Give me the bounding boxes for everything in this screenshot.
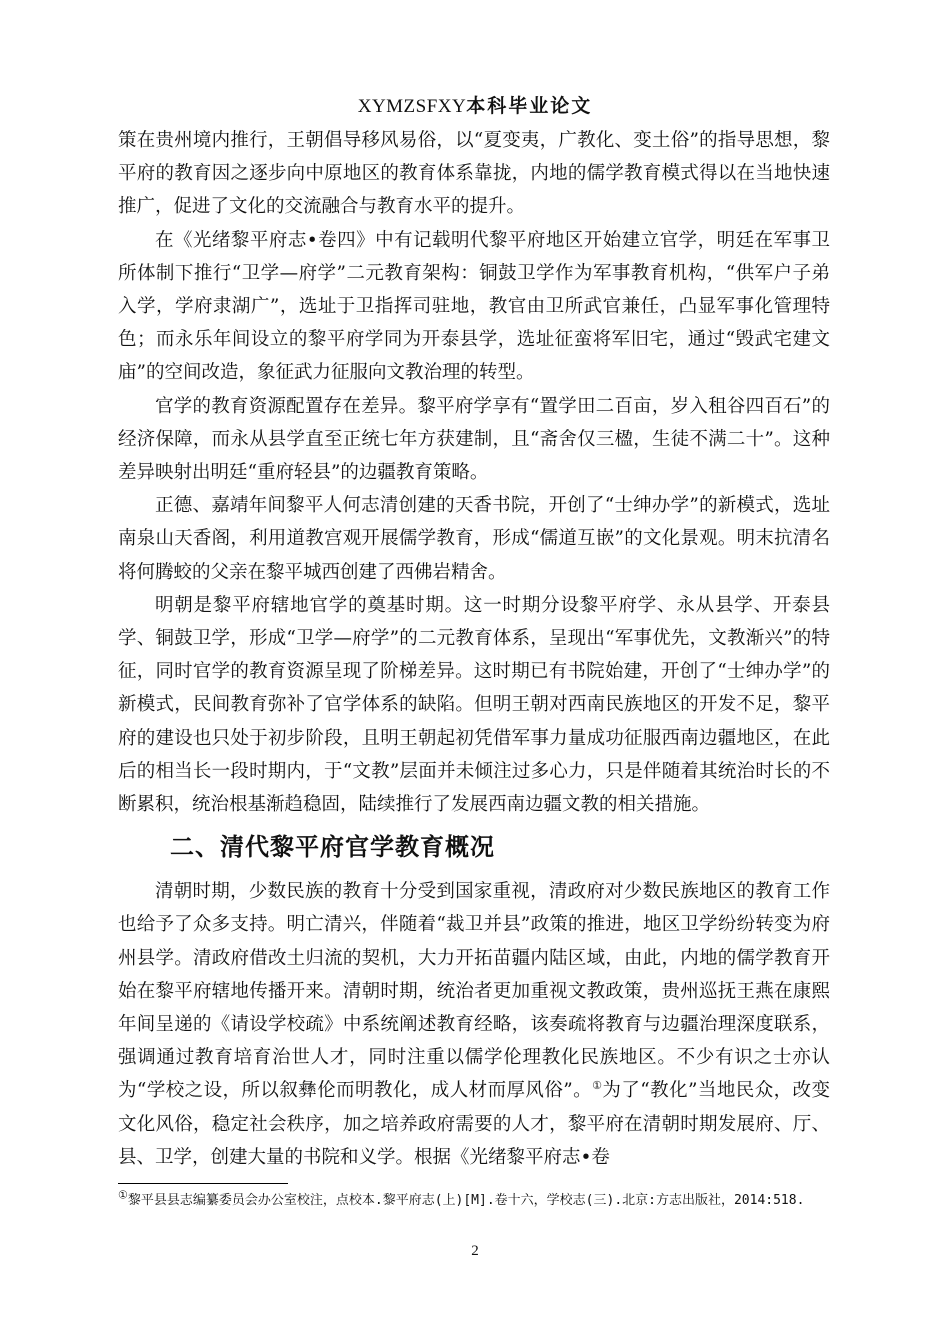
body-text (118, 124, 830, 1174)
page-number: 2 (471, 1243, 479, 1259)
paragraph: 在《光绪黎平府志•卷四》中有记载明代黎平府地区开始建立官学，明廷在军事卫所体制下推行“卫学—府学”二元教育架构：铜鼓卫学作为军事教育机构，“供军户子弟入学，学府隶湖广”，选址于卫指挥司驻地，教官由卫所武官兼任，凸显军事化管理特色；而永乐年间设立的黎平府学同为开泰县学，选址征蛮将军旧宅，通过“毁武宅建文庙”的空间改造，象征武力征服向文教治理的转型。 (118, 229, 830, 384)
paragraph: 策在贵州境内推行，王朝倡导移风易俗，以“夏变夷，广教化、变土俗”的指导思想，黎平府的教育因之逐步向中原地区的教育体系靠拢，内地的儒学教育模式得以在当地快速推广，促进了文化的交流融合与教育水平的提升。 (118, 130, 830, 218)
footnote-reference[interactable]: ① (592, 1079, 603, 1093)
footnote (118, 1190, 830, 1211)
paragraph: 官学的教育资源配置存在差异。黎平府学享有“置学田二百亩，岁入租谷四百石”的经济保障，而永从县学直至正统七年方获建制，且“斋舍仅三楹，生徒不满二十”。这种差异映射出明廷“重府轻县”的边疆教育策略。 (118, 395, 830, 484)
footnote-divider (118, 1183, 288, 1184)
paragraph: 正德、嘉靖年间黎平人何志清创建的天香书院，开创了“士绅办学”的新模式，选址南泉山天香阁，利用道教宫观开展儒学教育，形成“儒道互嵌”的文化景观。明末抗清名将何腾蛟的父亲在黎平城西创建了西佛岩精舍。 (118, 495, 830, 583)
running-header (0, 92, 950, 121)
paragraph-part: 清朝时期，少数民族的教育十分受到国家重视，清政府对少数民族地区的教育工作也给予了众多支持。明亡清兴，伴随着“裁卫并县”政策的推进，地区卫学纷纷转变为府州县学。清政府借改土归流的契机，大力开拓苗疆内陆区域，由此，内地的儒学教育开始在黎平府辖地传播开来。清朝时期，统治者更加重视文教政策，贵州巡抚王燕在康熙年间呈递的《请设学校疏》中系统阐述教育经略，该奏疏将教育与边疆治理深度联系，强调通过教育培育治世人才，同时注重以儒学伦理教化民族地区。不少有识之士亦认为“学校之设，所以叙彝伦而明教化，成人材而厚风俗”。 (118, 881, 830, 1102)
paragraph: 明朝是黎平府辖地官学的奠基时期。这一时期分设黎平府学、永从县学、开泰县学、铜鼓卫学，形成“卫学—府学”的二元教育体系，呈现出“军事优先，文教渐兴”的特征，同时官学的教育资源呈现了阶梯差异。这时期已有书院始建，开创了“士绅办学”的新模式，民间教育弥补了官学体系的缺陷。但明王朝对西南民族地区的开发不足，黎平府的建设也只处于初步阶段，且明王朝起初凭借军事力量成功征服西南边疆地区，在此后的相当长一段时期内，于“文教”层面并未倾注过多心力，只是伴随着其统治时长的不断累积，统治根基渐趋稳固，陆续推行了发展西南边疆文教的相关措施。 (118, 594, 830, 816)
header-code: XYMZSFXY (357, 96, 467, 117)
paragraph-part: 为了“教化”当地民众，改变文化风俗，稳定社会秩序，加之培养政府需要的人才，黎平府在清朝时期发展府、厅、县、卫学，创建大量的书院和义学。根据《光绪黎平府志•卷 (118, 1080, 830, 1168)
header-title: 本科毕业论文 (466, 95, 593, 117)
footnote-text: 黎平县县志编纂委员会办公室校注，点校本.黎平府志(上)[M].卷十六，学校志(三).北京:方志出版社，2014:518. (127, 1193, 805, 1208)
paragraph (118, 875, 830, 1174)
section-heading: 二、清代黎平府官学教育概况 (170, 833, 495, 862)
footnote-mark: ① (118, 1188, 128, 1202)
